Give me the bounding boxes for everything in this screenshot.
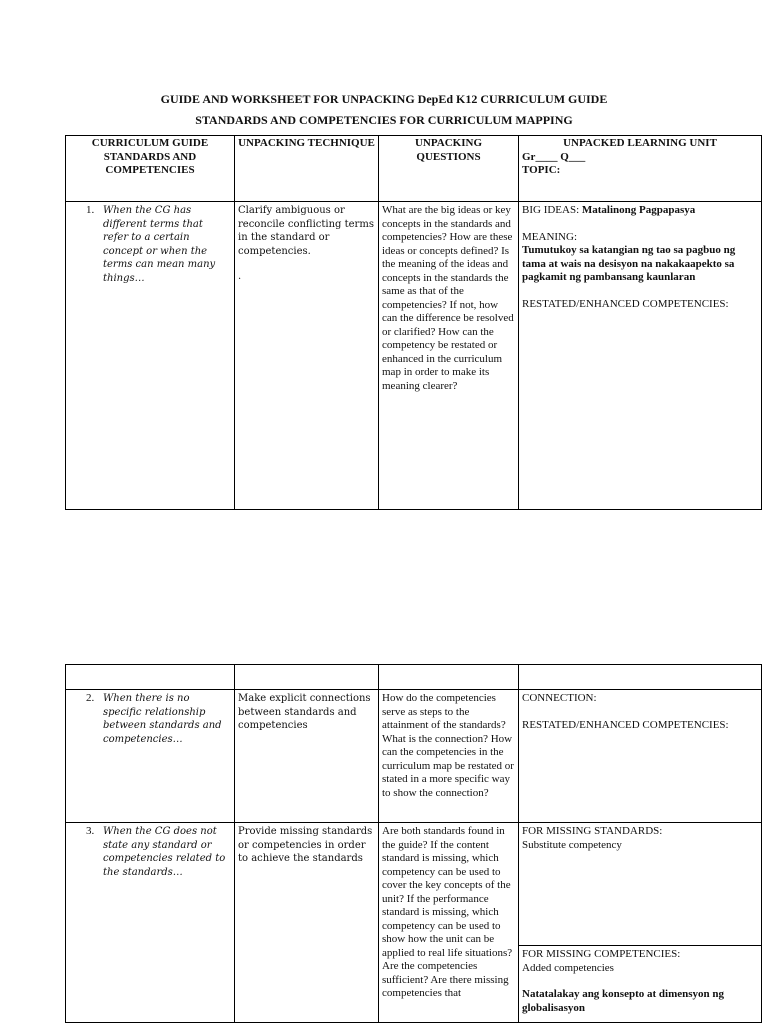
learning-unit-cell <box>519 690 762 823</box>
meaning-value: Tumutukoy sa katangian ng tao sa pagbuo ng tama at wais na desisyon na nakakaapekto sa pagkamit ng pambansang kaunlaran <box>522 244 736 283</box>
questions-cell: How do the competencies serve as steps to the attainment of the standards? What is the connection? How can the competencies in the curriculum map be restated or stated in a more specific way to show the connection? <box>379 690 519 823</box>
header-standards: CURRICULUM GUIDE STANDARDS AND COMPETENCIES <box>66 136 235 202</box>
big-ideas-value: Matalinong Pagpapasya <box>581 204 696 216</box>
missing-competencies-note: Natatalakay ang konsepto at dimensyon ng globalisasyon <box>522 988 725 1014</box>
technique-cell: Provide missing standards or competencies in order to achieve the standards <box>235 823 379 1023</box>
row-number: 3. <box>86 825 95 837</box>
standard-text: When the CG does not state any standard or competencies related to the standards… <box>103 826 226 878</box>
technique-text: Clarify ambiguous or reconcile conflicting terms in the standard or competencies. <box>238 205 374 257</box>
table-header-row <box>66 136 762 202</box>
learning-unit-cell <box>519 823 762 1023</box>
header-questions: UNPACKING QUESTIONS <box>379 136 519 202</box>
standard-cell <box>66 823 235 1023</box>
technique-cell <box>235 202 379 510</box>
missing-standards-value: Substitute competency <box>522 838 622 851</box>
unpacking-table <box>65 135 762 510</box>
standard-text: When the CG has different terms that refer to a certain concept or when the terms can mean many things… <box>103 205 216 284</box>
row-number: 2. <box>86 692 95 704</box>
header-technique: UNPACKING TECHNIQUE <box>235 136 379 202</box>
questions-cell: Are both standards found in the guide? If the content standard is missing, which competency can be used to cover the key concepts of the unit? If the performance standard is missing, which competency can be used to show how the unit can be applied to real life situations? Are the competencies sufficient? Are there missing competencies that <box>379 823 519 1023</box>
standard-cell <box>66 202 235 510</box>
header-topic: TOPIC: <box>522 164 561 176</box>
standard-cell <box>66 690 235 823</box>
technique-note: . <box>238 271 242 282</box>
missing-competencies-label: FOR MISSING COMPETENCIES: <box>522 948 681 960</box>
table-row <box>66 690 762 823</box>
questions-cell: What are the big ideas or key concepts in the standards and competencies? How are these ideas or concepts defined? Is the meaning of the ideas and concepts in the standards the same as that of the competencies? If not, how can the difference be resolved or clarified? How can the competency be restated or enhanced in the curriculum map in order to make its meaning clearer? <box>379 202 519 510</box>
missing-standards-label: FOR MISSING STANDARDS: <box>522 825 663 837</box>
standard-text: When there is no specific relationship between standards and competencies… <box>103 693 222 745</box>
missing-competencies-value: Added competencies <box>522 961 614 974</box>
big-ideas-label: BIG IDEAS: <box>522 204 580 216</box>
table-row <box>66 202 762 510</box>
header-learning-unit-title: UNPACKED LEARNING UNIT <box>563 137 717 149</box>
restated-label: RESTATED/ENHANCED COMPETENCIES: <box>522 297 729 310</box>
row-number: 1. <box>86 204 95 216</box>
document-title: GUIDE AND WORKSHEET FOR UNPACKING DepEd K12 CURRICULUM GUIDE <box>160 92 608 106</box>
technique-cell: Make explicit connections between standards and competencies <box>235 690 379 823</box>
connection-label: CONNECTION: <box>522 692 597 704</box>
header-learning-unit <box>519 136 762 202</box>
table-row <box>66 823 762 1023</box>
document-subtitle: STANDARDS AND COMPETENCIES FOR CURRICULUM MAPPING <box>195 113 573 127</box>
unpacking-table-continued <box>65 664 762 1023</box>
meaning-label: MEANING: <box>522 230 577 243</box>
blank-row <box>66 665 762 690</box>
header-grade-quarter: Gr____ Q___ <box>522 150 586 163</box>
restated-label: RESTATED/ENHANCED COMPETENCIES: <box>522 718 729 731</box>
learning-unit-cell <box>519 202 762 510</box>
